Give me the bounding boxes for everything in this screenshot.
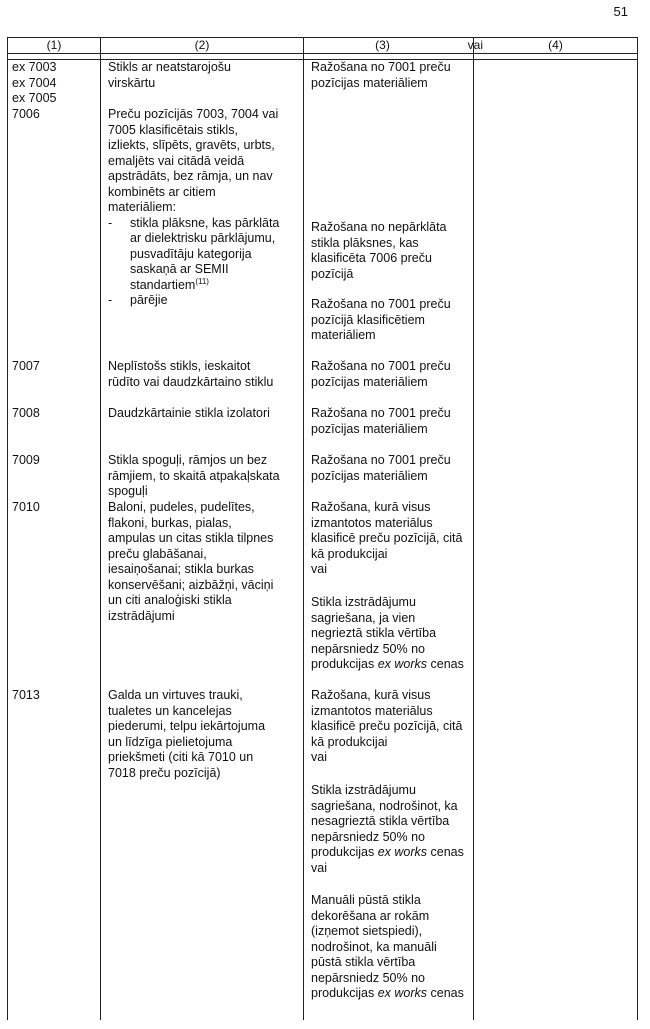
description-line: Neplīstošs stikls, ieskaitot — [108, 359, 251, 373]
row-code-ex7003 — [12, 60, 97, 107]
rule-line: Stikla izstrādājumu — [311, 595, 416, 609]
row-code-7007: 7007 — [12, 359, 40, 373]
table-border-right — [637, 54, 638, 1020]
table-border-left — [7, 54, 8, 1020]
rule-line: Stikla izstrādājumu — [311, 783, 416, 797]
description-line: stikla plāksne, kas pārklāta — [130, 215, 280, 230]
rule-text: produkcijas — [311, 986, 375, 1000]
sub-item-coated-plate — [108, 216, 303, 294]
description-line: preču glabāšanai, — [108, 546, 207, 561]
column-header-1: (1) — [8, 38, 101, 53]
rule-line: pozīcijas materiāliem — [311, 374, 428, 389]
row-rule-7006-other — [311, 297, 481, 344]
description-line: pusvadītāju kategorija — [130, 246, 252, 261]
description-line — [130, 278, 303, 294]
column-divider-1 — [100, 54, 101, 1020]
description-line: piederumi, telpu iekārtojuma — [108, 719, 266, 733]
row-code-7009: 7009 — [12, 453, 40, 467]
description-line: spoguļi — [108, 484, 148, 498]
row-description-7007 — [108, 359, 303, 390]
rule-line: sagriešana, ja vien — [311, 610, 416, 625]
rule-line: Ražošana, kurā visus — [311, 688, 431, 702]
rule-line: nesagrieztā stikla vērtība — [311, 814, 450, 828]
description-line: Baloni, pudeles, pudelītes, — [108, 500, 255, 514]
rule-line: Ražošana no 7001 preču — [311, 406, 451, 420]
or-connector: vai — [311, 562, 327, 576]
rule-line: pozīcijas materiāliem — [311, 75, 428, 90]
rule-text: cenas — [430, 845, 464, 859]
row-rule-7010-b — [311, 595, 481, 673]
rule-line: izmantotos materiālus — [311, 515, 433, 530]
rule-line: klasificēta 7006 preču — [311, 251, 432, 265]
column-header-or-label: vai — [467, 38, 483, 52]
rule-line: Ražošana no 7001 preču — [311, 453, 451, 467]
rule-text-italic: ex works — [377, 986, 428, 1000]
description-line: un citi analoģiski stikla — [108, 593, 232, 607]
footnote-marker: (11) — [195, 276, 209, 286]
rule-line: nodrošinot, ka manuāli — [311, 939, 437, 954]
rule-line: nepārsniedz 50% no — [311, 829, 425, 844]
row-description-ex7003 — [108, 60, 303, 91]
rule-line: kā produkcijai — [311, 734, 388, 749]
rule-line: pozīcijas materiāliem — [311, 421, 428, 436]
description-line: iesaiņošanai; stikla burkas — [108, 562, 254, 576]
heading-code: ex 7005 — [12, 91, 57, 105]
rule-line: klasificē preču pozīcijā, citā — [311, 719, 463, 733]
heading-code: ex 7003 — [12, 60, 57, 74]
description-line: Daudzkārtainie stikla izolatori — [108, 406, 270, 420]
column-header-4: (4) — [548, 38, 563, 52]
description-line: kombinēts ar citiem — [108, 184, 216, 199]
rule-text: produkcijas — [311, 845, 375, 859]
description-line: izliekts, slīpēts, gravēts, urbts, — [108, 138, 275, 152]
rule-line: izmantotos materiālus — [311, 703, 433, 718]
rule-line: Manuāli pūstā stikla — [311, 893, 421, 907]
description-line: emaljēts vai citādā veidā — [108, 153, 245, 168]
description-line: 7018 preču pozīcijā) — [108, 765, 221, 780]
row-rule-7007 — [311, 359, 481, 390]
description-line: ampulas un citas stikla tilpnes — [108, 531, 274, 545]
rule-line — [311, 845, 481, 861]
row-rule-7013-c — [311, 893, 481, 1002]
row-rule-7006-coated — [311, 220, 481, 282]
description-line: Preču pozīcijās 7003, 7004 vai — [108, 107, 279, 121]
rule-line: negrieztā stikla vērtība — [311, 626, 437, 640]
rule-line — [311, 657, 481, 673]
sub-item-other — [108, 293, 303, 309]
rule-line: Ražošana, kurā visus — [311, 500, 431, 514]
row-rule-7010-a — [311, 500, 481, 578]
rule-line: Ražošana no 7001 preču — [311, 60, 451, 74]
rule-text: produkcijas — [311, 657, 375, 671]
rule-line: (izņemot sietspiedi), — [311, 924, 423, 938]
row-rule-7013-a — [311, 688, 481, 766]
row-rule-7008 — [311, 406, 481, 437]
rule-line: sagriešana, nodrošinot, ka — [311, 798, 458, 813]
description-line: Galda un virtuves trauki, — [108, 688, 243, 702]
rule-line: pūstā stikla vērtība — [311, 955, 416, 969]
rule-line: nepārsniedz 50% no — [311, 641, 425, 656]
rule-text: cenas — [430, 657, 464, 671]
description-line: apstrādāts, bez rāmja, un nav — [108, 169, 273, 183]
row-description-7010 — [108, 500, 303, 624]
description-line: Stikla spoguļi, rāmjos un bez — [108, 453, 268, 467]
bullet-dash: - — [108, 215, 113, 230]
or-connector: vai — [311, 750, 327, 764]
description-line: konservēšani; aizbāžņi, vāciņi — [108, 577, 274, 592]
description-line: saskaņā ar SEMII — [130, 262, 229, 276]
bullet-dash: - — [108, 293, 113, 307]
column-header-row — [7, 37, 638, 54]
rule-text-italic: ex works — [377, 845, 428, 859]
rule-line: nepārsniedz 50% no — [311, 970, 425, 985]
heading-code: ex 7004 — [12, 75, 57, 90]
rule-text: cenas — [430, 986, 464, 1000]
row-rule-7013-b — [311, 783, 481, 876]
column-header-2: (2) — [101, 38, 304, 53]
row-description-7006 — [108, 107, 303, 309]
rule-line: materiāliem — [311, 328, 376, 342]
description-line: priekšmeti (citi kā 7010 un — [108, 750, 254, 764]
rule-line — [311, 986, 481, 1002]
description-line: un līdzīga pielietojuma — [108, 734, 233, 749]
rule-line: pozīcijas materiāliem — [311, 468, 428, 483]
column-divider-2 — [303, 54, 304, 1020]
rule-line: pozīcijā klasificētiem — [311, 312, 425, 327]
row-code-7008: 7008 — [12, 406, 40, 420]
row-description-7013 — [108, 688, 303, 781]
rule-line: Ražošana no nepārklāta — [311, 220, 447, 234]
rule-text-italic: ex works — [377, 657, 428, 671]
description-line: izstrādājumi — [108, 608, 175, 623]
column-header-3 — [304, 38, 483, 53]
row-description-7008 — [108, 406, 303, 422]
rule-line: Ražošana no 7001 preču — [311, 359, 451, 373]
row-code-7010: 7010 — [12, 500, 40, 514]
rule-line: kā produkcijai — [311, 546, 388, 561]
description-line: rūdīto vai daudzkārtaino stiklu — [108, 374, 274, 389]
rule-line: stikla plāksnes, kas — [311, 235, 419, 250]
row-code-7006: 7006 — [12, 107, 40, 121]
rule-line: klasificē preču pozīcijā, citā — [311, 531, 463, 545]
description-line: materiāliem: — [108, 200, 177, 214]
description-line: Stikls ar neatstarojošu — [108, 60, 231, 74]
description-line: ar dielektrisku pārklājumu, — [130, 231, 276, 245]
rule-line: pozīcijā — [311, 266, 354, 281]
page-number: 51 — [613, 4, 628, 19]
rule-line: dekorēšana ar rokām — [311, 908, 430, 923]
rule-line: Ražošana no 7001 preču — [311, 297, 451, 311]
row-rule-ex7003 — [311, 60, 481, 91]
row-code-7013: 7013 — [12, 688, 40, 702]
description-text: standartiem — [130, 277, 196, 292]
description-line: flakoni, burkas, pialas, — [108, 515, 232, 530]
or-connector: vai — [311, 860, 327, 875]
row-description-7009 — [108, 453, 303, 500]
column-header-3-label: (3) — [375, 38, 390, 52]
description-line: virskārtu — [108, 75, 156, 90]
description-line: rāmjiem, to skaitā atpakaļskata — [108, 468, 280, 483]
description-line: 7005 klasificētais stikls, — [108, 122, 238, 137]
row-rule-7009 — [311, 453, 481, 484]
description-line: pārējie — [130, 293, 168, 307]
description-line: tualetes un kancelejas — [108, 703, 232, 718]
